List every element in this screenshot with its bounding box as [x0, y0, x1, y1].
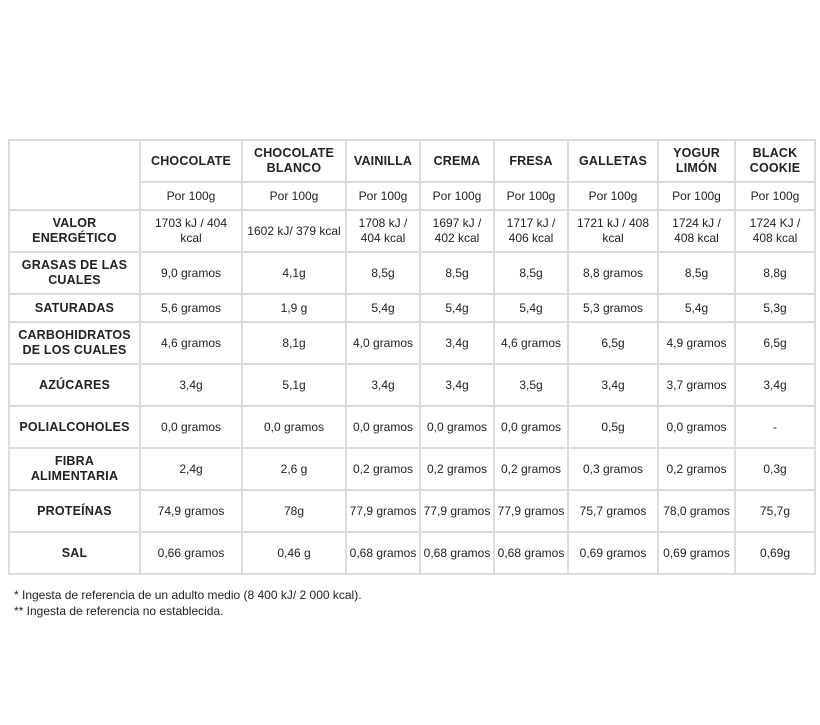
table-cell: 1697 kJ / 402 kcal — [420, 210, 494, 252]
table-cell: 3,4g — [568, 364, 658, 406]
nutrition-table — [8, 139, 816, 575]
table-cell: - — [735, 406, 815, 448]
table-cell: 0,69g — [735, 532, 815, 574]
row-label: FIBRA ALIMENTARIA — [9, 448, 140, 490]
table-cell: 0,0 gramos — [420, 406, 494, 448]
table-cell: 0,3g — [735, 448, 815, 490]
unit-cell: Por 100g — [735, 182, 815, 210]
table-cell: 4,1g — [242, 252, 346, 294]
unit-cell: Por 100g — [420, 182, 494, 210]
table-cell: 8,5g — [346, 252, 420, 294]
table-cell: 1721 kJ / 408 kcal — [568, 210, 658, 252]
table-cell: 8,5g — [494, 252, 568, 294]
table-cell: 0,46 g — [242, 532, 346, 574]
column-header: FRESA — [494, 140, 568, 182]
table-cell: 75,7g — [735, 490, 815, 532]
table-cell: 0,2 gramos — [658, 448, 735, 490]
table-cell: 0,0 gramos — [140, 406, 242, 448]
table-cell: 0,69 gramos — [658, 532, 735, 574]
table-cell: 8,5g — [658, 252, 735, 294]
unit-cell: Por 100g — [346, 182, 420, 210]
unit-cell: Por 100g — [494, 182, 568, 210]
table-row — [9, 364, 815, 406]
table-cell: 0,5g — [568, 406, 658, 448]
table-row — [9, 322, 815, 364]
table-cell: 1724 kJ / 408 kcal — [658, 210, 735, 252]
footnotes — [14, 587, 362, 619]
table-cell: 1708 kJ / 404 kcal — [346, 210, 420, 252]
footnote: * Ingesta de referencia de un adulto medio (8 400 kJ/ 2 000 kcal). — [14, 588, 362, 602]
footnote: ** Ingesta de referencia no establecida. — [14, 604, 224, 618]
table-cell: 1,9 g — [242, 294, 346, 322]
column-header: GALLETAS — [568, 140, 658, 182]
table-row — [9, 406, 815, 448]
table-cell: 0,2 gramos — [346, 448, 420, 490]
table-cell: 0,68 gramos — [346, 532, 420, 574]
unit-cell: Por 100g — [658, 182, 735, 210]
column-header: CHOCOLATE — [140, 140, 242, 182]
table-cell: 3,4g — [735, 364, 815, 406]
table-cell: 0,2 gramos — [494, 448, 568, 490]
column-header: CREMA — [420, 140, 494, 182]
row-label: SATURADAS — [9, 294, 140, 322]
table-cell: 0,0 gramos — [346, 406, 420, 448]
table-cell: 5,4g — [494, 294, 568, 322]
table-cell: 4,6 gramos — [140, 322, 242, 364]
column-header: VAINILLA — [346, 140, 420, 182]
table-cell: 8,5g — [420, 252, 494, 294]
table-cell: 5,3 gramos — [568, 294, 658, 322]
row-label: CARBOHIDRATOS DE LOS CUALES — [9, 322, 140, 364]
table-cell: 8,8 gramos — [568, 252, 658, 294]
table-cell: 0,68 gramos — [494, 532, 568, 574]
table-cell: 0,0 gramos — [494, 406, 568, 448]
table-cell: 2,4g — [140, 448, 242, 490]
row-label: GRASAS DE LAS CUALES — [9, 252, 140, 294]
table-cell: 1703 kJ / 404 kcal — [140, 210, 242, 252]
table-cell: 3,7 gramos — [658, 364, 735, 406]
unit-cell: Por 100g — [568, 182, 658, 210]
table-cell: 9,0 gramos — [140, 252, 242, 294]
table-cell: 2,6 g — [242, 448, 346, 490]
table-cell: 1717 kJ / 406 kcal — [494, 210, 568, 252]
table-cell: 0,69 gramos — [568, 532, 658, 574]
table-cell: 3,5g — [494, 364, 568, 406]
table-cell: 78,0 gramos — [658, 490, 735, 532]
table-cell: 4,9 gramos — [658, 322, 735, 364]
table-row — [9, 252, 815, 294]
table-row — [9, 532, 815, 574]
table-cell: 5,4g — [346, 294, 420, 322]
row-label: PROTEÍNAS — [9, 490, 140, 532]
table-row — [9, 448, 815, 490]
unit-cell: Por 100g — [242, 182, 346, 210]
table-cell: 0,2 gramos — [420, 448, 494, 490]
column-header: CHOCOLATE BLANCO — [242, 140, 346, 182]
table-cell: 3,4g — [346, 364, 420, 406]
unit-cell: Por 100g — [140, 182, 242, 210]
table-row — [9, 294, 815, 322]
table-cell: 0,66 gramos — [140, 532, 242, 574]
header-row — [9, 140, 815, 182]
table-cell: 0,0 gramos — [658, 406, 735, 448]
row-label: AZÚCARES — [9, 364, 140, 406]
table-cell: 8,1g — [242, 322, 346, 364]
column-header: BLACK COOKIE — [735, 140, 815, 182]
row-label: SAL — [9, 532, 140, 574]
row-label: VALOR ENERGÉTICO — [9, 210, 140, 252]
table-cell: 5,3g — [735, 294, 815, 322]
table-cell: 75,7 gramos — [568, 490, 658, 532]
table-cell: 5,6 gramos — [140, 294, 242, 322]
table-cell: 5,4g — [658, 294, 735, 322]
table-cell: 78g — [242, 490, 346, 532]
table-cell: 3,4g — [140, 364, 242, 406]
table-cell: 4,6 gramos — [494, 322, 568, 364]
table-row — [9, 490, 815, 532]
table-cell: 0,3 gramos — [568, 448, 658, 490]
table-cell: 74,9 gramos — [140, 490, 242, 532]
row-label: POLIALCOHOLES — [9, 406, 140, 448]
table-cell: 5,1g — [242, 364, 346, 406]
table-cell: 8,8g — [735, 252, 815, 294]
table-cell: 77,9 gramos — [494, 490, 568, 532]
table-cell: 77,9 gramos — [420, 490, 494, 532]
table-cell: 6,5g — [568, 322, 658, 364]
table-cell: 3,4g — [420, 322, 494, 364]
table-cell: 5,4g — [420, 294, 494, 322]
table-cell: 0,0 gramos — [242, 406, 346, 448]
table-cell: 3,4g — [420, 364, 494, 406]
table-cell: 4,0 gramos — [346, 322, 420, 364]
corner-cell — [9, 140, 140, 210]
column-header: YOGUR LIMÓN — [658, 140, 735, 182]
table-cell: 1602 kJ/ 379 kcal — [242, 210, 346, 252]
table-cell: 0,68 gramos — [420, 532, 494, 574]
table-cell: 77,9 gramos — [346, 490, 420, 532]
table-cell: 6,5g — [735, 322, 815, 364]
table-row — [9, 210, 815, 252]
table-cell: 1724 KJ / 408 kcal — [735, 210, 815, 252]
